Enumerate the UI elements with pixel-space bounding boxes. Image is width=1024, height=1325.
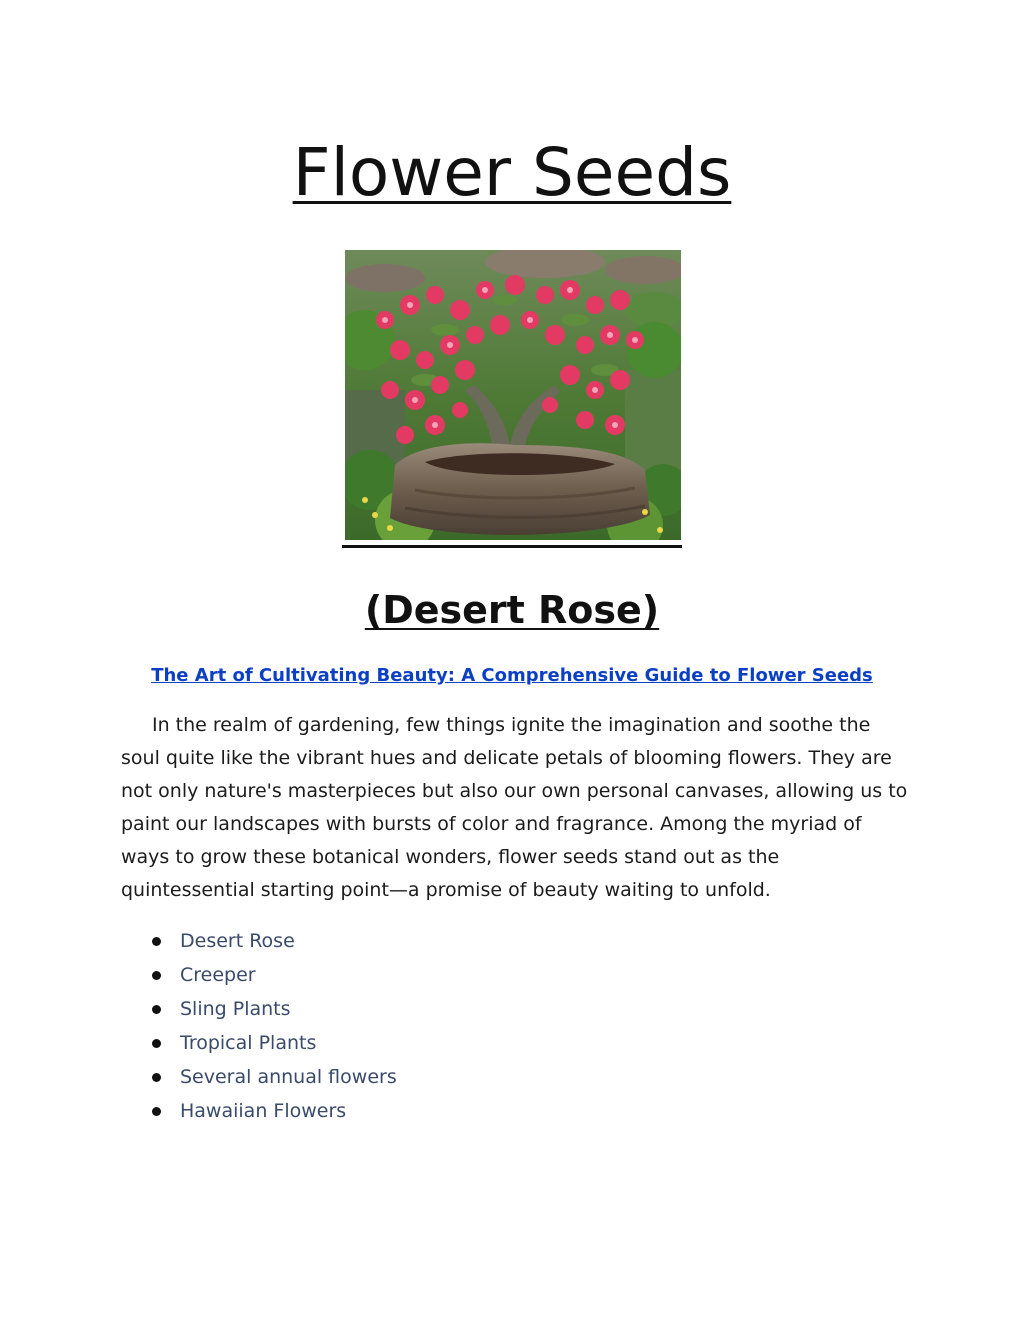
- desert-rose-photo: [345, 250, 681, 540]
- bullet-icon: [152, 1005, 161, 1014]
- desert-rose-illustration: [345, 250, 681, 540]
- bullet-icon: [152, 971, 161, 980]
- page-subtitle-text: (Desert Rose): [364, 588, 660, 632]
- list-item: [150, 1060, 397, 1094]
- list-item: [150, 924, 397, 958]
- flower-type-list: [150, 924, 397, 1128]
- page-title-text: Flower Seeds: [292, 134, 732, 211]
- list-item-label: Desert Rose: [180, 930, 295, 952]
- list-item-label: Hawaiian Flowers: [180, 1100, 347, 1122]
- list-item-label: Several annual flowers: [180, 1066, 397, 1088]
- list-item: [150, 992, 397, 1026]
- guide-link[interactable]: The Art of Cultivating Beauty: A Comprehensive Guide to Flower Seeds: [151, 665, 873, 686]
- bullet-icon: [152, 1107, 161, 1116]
- page-title: [0, 128, 1024, 218]
- bullet-icon: [152, 937, 161, 946]
- page-subtitle: [0, 582, 1024, 638]
- list-item: [150, 1026, 397, 1060]
- list-item-label: Sling Plants: [180, 998, 291, 1020]
- intro-paragraph: In the realm of gardening, few things ignite the imagination and soothe the soul quite like the vibrant hues and delicate petals of blooming flowers. They are not only nature's masterpieces but also our own personal canvases, allowing us to paint our landscapes with bursts of color and fragrance. Among the myriad of ways to grow these botanical wonders, flower seeds stand out as the quintessential starting point—a promise of beauty waiting to unfold.: [121, 714, 908, 901]
- list-item-label: Tropical Plants: [180, 1032, 317, 1054]
- bullet-icon: [152, 1073, 161, 1082]
- list-item: [150, 1094, 397, 1128]
- list-item-label: Creeper: [180, 964, 256, 986]
- list-item: [150, 958, 397, 992]
- photo-underline-divider: [342, 545, 682, 548]
- bullet-icon: [152, 1039, 161, 1048]
